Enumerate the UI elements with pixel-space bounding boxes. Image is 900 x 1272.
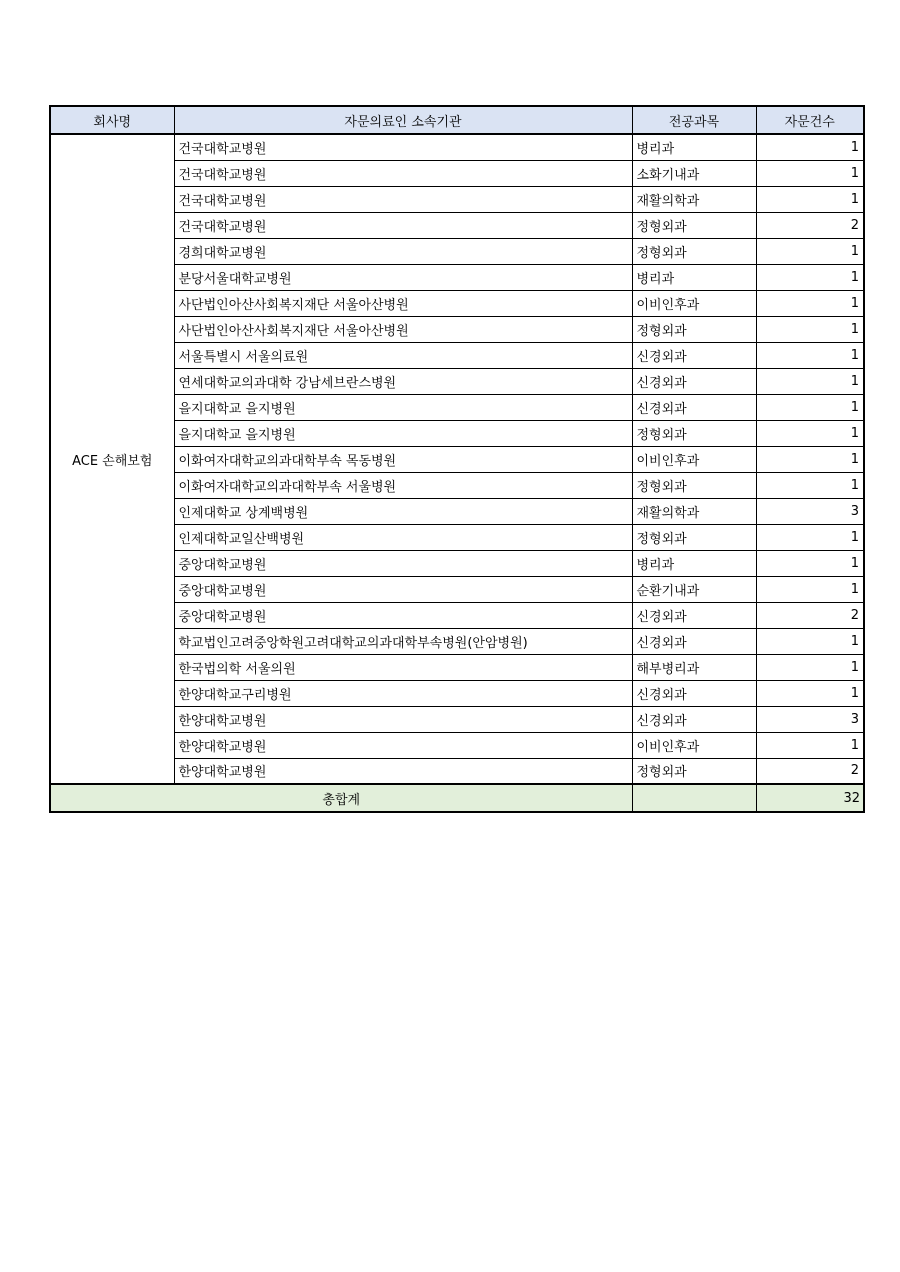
count-cell: 1 [756,628,864,654]
dept-cell: 병리과 [632,264,756,290]
table-body [50,134,864,784]
hospital-cell: 중앙대학교병원 [174,550,632,576]
hospital-cell: 을지대학교 을지병원 [174,420,632,446]
dept-cell: 신경외과 [632,342,756,368]
hospital-cell: 건국대학교병원 [174,160,632,186]
dept-cell: 해부병리과 [632,654,756,680]
count-cell: 1 [756,446,864,472]
dept-cell: 재활의학과 [632,186,756,212]
count-cell: 3 [756,498,864,524]
count-cell: 1 [756,290,864,316]
count-cell: 1 [756,342,864,368]
count-cell: 3 [756,706,864,732]
hospital-cell: 학교법인고려중앙학원고려대학교의과대학부속병원(안암병원) [174,628,632,654]
dept-cell: 정형외과 [632,316,756,342]
hospital-cell: 한양대학교병원 [174,732,632,758]
count-cell: 1 [756,186,864,212]
hospital-cell: 을지대학교 을지병원 [174,394,632,420]
total-row [50,784,864,812]
count-cell: 2 [756,212,864,238]
hospital-cell: 건국대학교병원 [174,212,632,238]
dept-cell: 신경외과 [632,706,756,732]
hospital-cell: 연세대학교의과대학 강남세브란스병원 [174,368,632,394]
table-header [50,106,864,134]
count-cell: 1 [756,576,864,602]
dept-cell: 재활의학과 [632,498,756,524]
company-name: ACE 손해보험 [50,134,174,784]
dept-cell: 정형외과 [632,758,756,784]
dept-cell: 이비인후과 [632,290,756,316]
hospital-cell: 인제대학교 상계백병원 [174,498,632,524]
hospital-cell: 한양대학교구리병원 [174,680,632,706]
dept-cell: 신경외과 [632,602,756,628]
hospital-cell: 이화여자대학교의과대학부속 서울병원 [174,472,632,498]
count-cell: 1 [756,368,864,394]
dept-cell: 정형외과 [632,212,756,238]
count-cell: 1 [756,680,864,706]
hospital-cell: 한양대학교병원 [174,758,632,784]
dept-cell: 이비인후과 [632,732,756,758]
hospital-cell: 중앙대학교병원 [174,576,632,602]
header-count: 자문건수 [756,106,864,134]
hospital-cell: 건국대학교병원 [174,186,632,212]
dept-cell: 소화기내과 [632,160,756,186]
dept-cell: 신경외과 [632,368,756,394]
dept-cell: 정형외과 [632,524,756,550]
header-hospital: 자문의료인 소속기관 [174,106,632,134]
count-cell: 1 [756,420,864,446]
header-row [50,106,864,134]
dept-cell: 신경외과 [632,680,756,706]
count-cell: 1 [756,732,864,758]
hospital-cell: 분당서울대학교병원 [174,264,632,290]
header-dept: 전공과목 [632,106,756,134]
count-cell: 1 [756,238,864,264]
dept-cell: 이비인후과 [632,446,756,472]
consultation-table [49,105,865,813]
hospital-cell: 사단법인아산사회복지재단 서울아산병원 [174,316,632,342]
table-row [50,134,864,160]
count-cell: 1 [756,316,864,342]
count-cell: 1 [756,134,864,160]
hospital-cell: 건국대학교병원 [174,134,632,160]
count-cell: 1 [756,264,864,290]
hospital-cell: 한국법의학 서울의원 [174,654,632,680]
count-cell: 1 [756,550,864,576]
dept-cell: 순환기내과 [632,576,756,602]
dept-cell: 신경외과 [632,394,756,420]
count-cell: 2 [756,758,864,784]
count-cell: 1 [756,524,864,550]
total-dept-empty [632,784,756,812]
count-cell: 1 [756,160,864,186]
hospital-cell: 사단법인아산사회복지재단 서울아산병원 [174,290,632,316]
hospital-cell: 한양대학교병원 [174,706,632,732]
hospital-cell: 경희대학교병원 [174,238,632,264]
total-count: 32 [756,784,864,812]
dept-cell: 병리과 [632,550,756,576]
hospital-cell: 중앙대학교병원 [174,602,632,628]
total-label: 총합계 [50,784,632,812]
count-cell: 1 [756,472,864,498]
dept-cell: 정형외과 [632,238,756,264]
hospital-cell: 인제대학교일산백병원 [174,524,632,550]
dept-cell: 신경외과 [632,628,756,654]
dept-cell: 정형외과 [632,472,756,498]
count-cell: 1 [756,654,864,680]
count-cell: 2 [756,602,864,628]
count-cell: 1 [756,394,864,420]
dept-cell: 병리과 [632,134,756,160]
dept-cell: 정형외과 [632,420,756,446]
header-company: 회사명 [50,106,174,134]
hospital-cell: 이화여자대학교의과대학부속 목동병원 [174,446,632,472]
hospital-cell: 서울특별시 서울의료원 [174,342,632,368]
